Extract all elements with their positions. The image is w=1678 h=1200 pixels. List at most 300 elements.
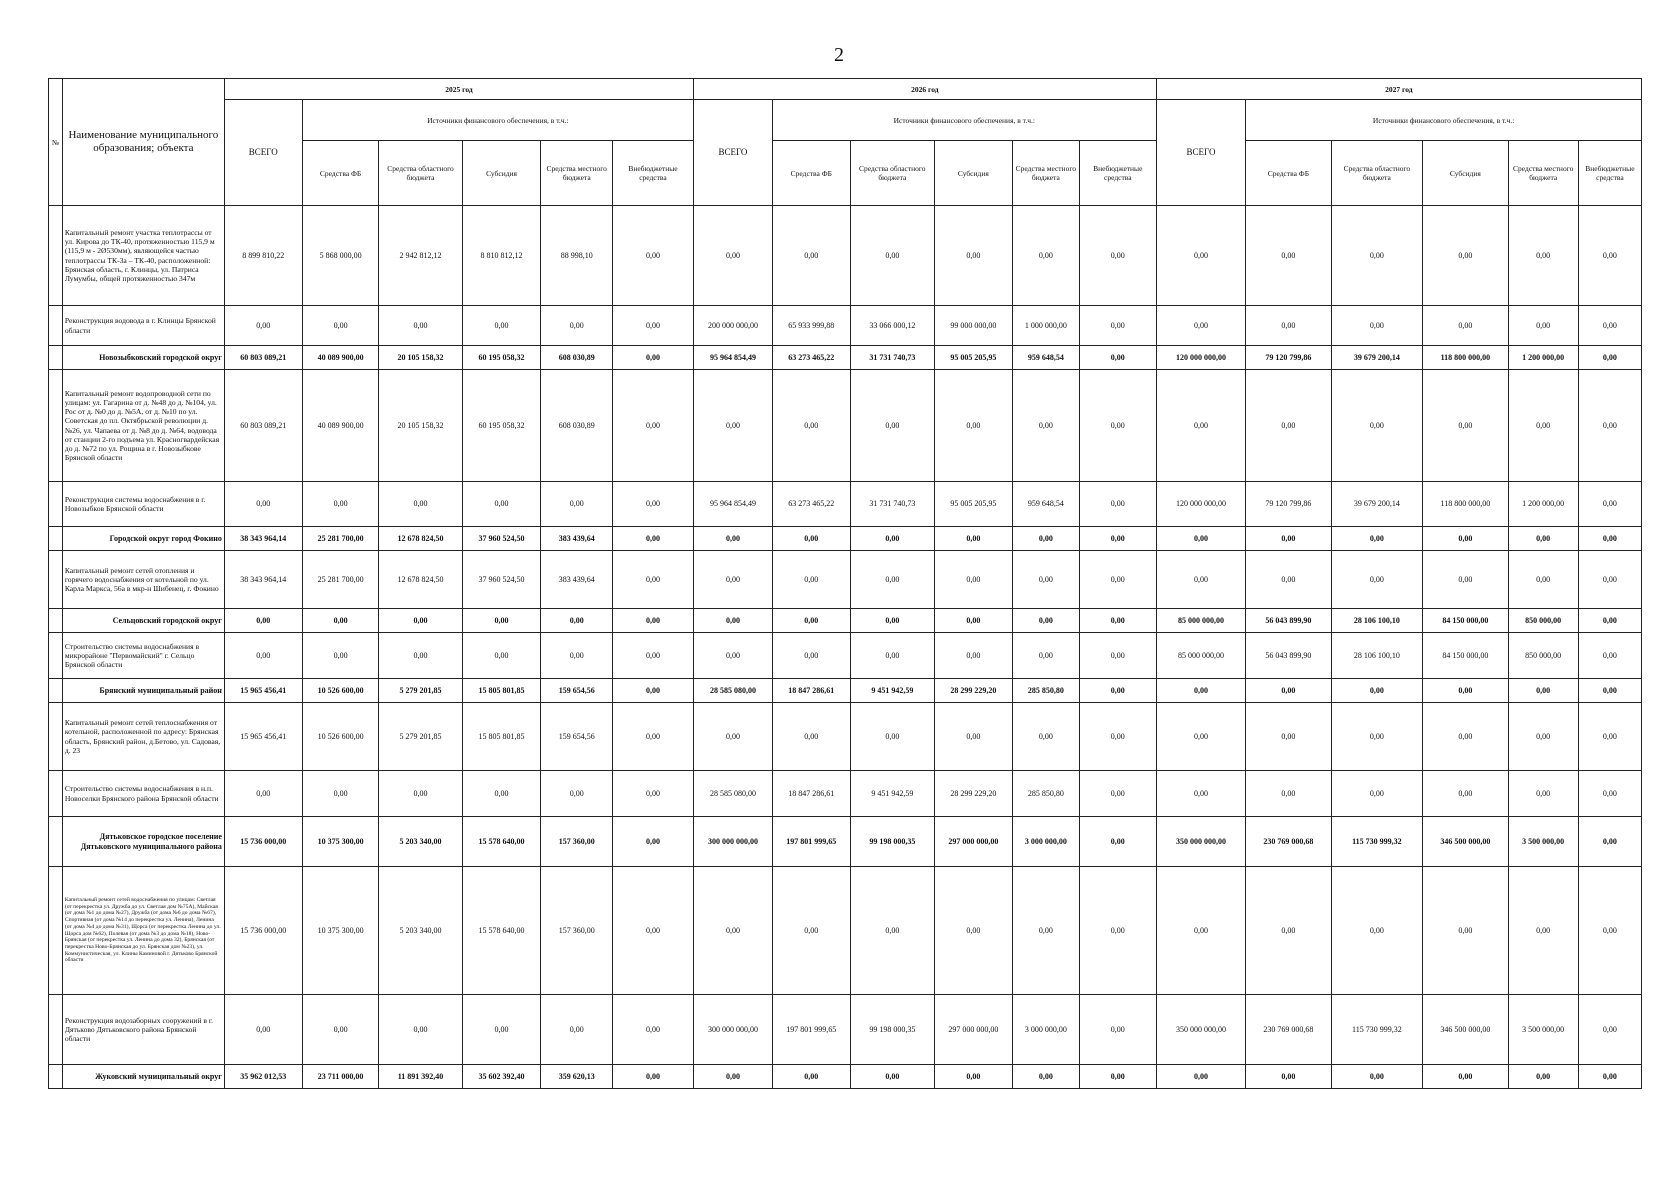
value-cell: 0,00 bbox=[612, 527, 693, 551]
value-cell: 0,00 bbox=[1012, 867, 1079, 995]
value-cell: 0,00 bbox=[1331, 679, 1423, 703]
value-cell: 0,00 bbox=[1508, 867, 1578, 995]
header-col-2-3: Субсидия bbox=[934, 141, 1012, 206]
value-cell: 959 648,54 bbox=[1012, 482, 1079, 527]
value-cell: 28 299 229,20 bbox=[934, 771, 1012, 817]
value-cell: 20 105 158,32 bbox=[379, 370, 462, 482]
value-cell: 0,00 bbox=[1246, 771, 1331, 817]
value-cell: 120 000 000,00 bbox=[1156, 482, 1246, 527]
value-cell: 0,00 bbox=[379, 609, 462, 633]
value-cell: 0,00 bbox=[1012, 370, 1079, 482]
value-cell: 56 043 899,90 bbox=[1246, 609, 1331, 633]
value-cell: 23 711 000,00 bbox=[302, 1065, 379, 1089]
value-cell: 350 000 000,00 bbox=[1156, 995, 1246, 1065]
header-total-2027: ВСЕГО bbox=[1156, 100, 1246, 206]
header-col-1-3: Субсидия bbox=[462, 141, 541, 206]
header-num: № bbox=[49, 79, 63, 206]
value-cell: 0,00 bbox=[612, 995, 693, 1065]
value-cell: 0,00 bbox=[772, 609, 850, 633]
value-cell: 0,00 bbox=[462, 306, 541, 346]
value-cell: 300 000 000,00 bbox=[694, 995, 773, 1065]
value-cell: 0,00 bbox=[1423, 306, 1508, 346]
value-cell: 2 942 812,12 bbox=[379, 206, 462, 306]
value-cell: 0,00 bbox=[772, 633, 850, 679]
value-cell: 8 810 812,12 bbox=[462, 206, 541, 306]
value-cell: 0,00 bbox=[1508, 206, 1578, 306]
value-cell: 99 198 000,35 bbox=[850, 817, 934, 867]
row-num-cell bbox=[49, 346, 63, 370]
value-cell: 359 620,13 bbox=[541, 1065, 612, 1089]
value-cell: 28 585 080,00 bbox=[694, 771, 773, 817]
value-cell: 15 736 000,00 bbox=[224, 867, 302, 995]
value-cell: 0,00 bbox=[1578, 206, 1641, 306]
value-cell: 31 731 740,73 bbox=[850, 482, 934, 527]
table-row bbox=[49, 482, 1642, 527]
value-cell: 35 962 012,53 bbox=[224, 1065, 302, 1089]
value-cell: 38 343 964,14 bbox=[224, 551, 302, 609]
value-cell: 0,00 bbox=[850, 867, 934, 995]
value-cell: 40 089 900,00 bbox=[302, 346, 379, 370]
value-cell: 10 375 300,00 bbox=[302, 867, 379, 995]
value-cell: 0,00 bbox=[1156, 867, 1246, 995]
value-cell: 84 150 000,00 bbox=[1423, 609, 1508, 633]
value-cell: 0,00 bbox=[1012, 633, 1079, 679]
value-cell: 0,00 bbox=[1423, 703, 1508, 771]
row-name-cell: Капитальный ремонт участка теплотрассы от ул. Кирова до ТК-40, протяженностью 115,9 м (115,9 м - 2Ø530мм), являющейся частью теплотрассы ТК-3а – ТК-40, расположенной: Брянская область, г. Клинцы, ул. Патриса Лумумбы, общей протяженностью 347м bbox=[62, 206, 224, 306]
value-cell: 0,00 bbox=[1578, 306, 1641, 346]
value-cell: 11 891 392,40 bbox=[379, 1065, 462, 1089]
row-name-cell: Новозыбковский городской округ bbox=[62, 346, 224, 370]
row-num-cell bbox=[49, 817, 63, 867]
header-col-1-1: Средства ФБ bbox=[302, 141, 379, 206]
value-cell: 0,00 bbox=[1156, 527, 1246, 551]
value-cell: 383 439,64 bbox=[541, 551, 612, 609]
value-cell: 0,00 bbox=[1079, 206, 1156, 306]
value-cell: 300 000 000,00 bbox=[694, 817, 773, 867]
value-cell: 39 679 200,14 bbox=[1331, 346, 1423, 370]
value-cell: 5 279 201,85 bbox=[379, 703, 462, 771]
value-cell: 0,00 bbox=[850, 703, 934, 771]
row-name-cell: Городской округ город Фокино bbox=[62, 527, 224, 551]
value-cell: 0,00 bbox=[1578, 703, 1641, 771]
value-cell: 0,00 bbox=[1508, 1065, 1578, 1089]
value-cell: 0,00 bbox=[462, 633, 541, 679]
header-col-2-4: Средства местного бюджета bbox=[1012, 141, 1079, 206]
summary-row bbox=[49, 817, 1642, 867]
value-cell: 0,00 bbox=[612, 346, 693, 370]
value-cell: 0,00 bbox=[1156, 551, 1246, 609]
row-num-cell bbox=[49, 370, 63, 482]
header-col-3-3: Субсидия bbox=[1423, 141, 1508, 206]
header-year-2026: 2026 год bbox=[694, 79, 1157, 100]
summary-row bbox=[49, 1065, 1642, 1089]
value-cell: 0,00 bbox=[379, 306, 462, 346]
value-cell: 0,00 bbox=[1423, 527, 1508, 551]
row-name-cell: Жуковский муниципальный округ bbox=[62, 1065, 224, 1089]
value-cell: 38 343 964,14 bbox=[224, 527, 302, 551]
row-name-cell: Капитальный ремонт водопроводной сети по улицам: ул. Гагарина от д. №48 до д. №104, ул. Рос от д. №0 до д. №5А, от д. №10 по ул. Советская до пл. Октябрьской революции д. №26, ул. Чапаева от д. №8 до д. №64, водовода от станции 2-го подъема ул. Красногвардейская до д. №72 по ул. Рощина в г. Новозыбкове Брянской области bbox=[62, 370, 224, 482]
value-cell: 88 998,10 bbox=[541, 206, 612, 306]
value-cell: 3 000 000,00 bbox=[1012, 995, 1079, 1065]
value-cell: 0,00 bbox=[1331, 1065, 1423, 1089]
value-cell: 0,00 bbox=[1423, 771, 1508, 817]
value-cell: 0,00 bbox=[694, 551, 773, 609]
value-cell: 15 965 456,41 bbox=[224, 703, 302, 771]
value-cell: 0,00 bbox=[1578, 633, 1641, 679]
value-cell: 15 578 640,00 bbox=[462, 867, 541, 995]
value-cell: 0,00 bbox=[772, 551, 850, 609]
row-num-cell bbox=[49, 1065, 63, 1089]
row-name-cell: Дятьковское городское поселение Дятьковского муниципального района bbox=[62, 817, 224, 867]
value-cell: 0,00 bbox=[1246, 679, 1331, 703]
value-cell: 0,00 bbox=[1508, 306, 1578, 346]
value-cell: 346 500 000,00 bbox=[1423, 995, 1508, 1065]
value-cell: 0,00 bbox=[1156, 1065, 1246, 1089]
value-cell: 0,00 bbox=[1246, 306, 1331, 346]
table-row bbox=[49, 633, 1642, 679]
value-cell: 0,00 bbox=[694, 370, 773, 482]
value-cell: 0,00 bbox=[1012, 703, 1079, 771]
value-cell: 0,00 bbox=[1331, 703, 1423, 771]
value-cell: 0,00 bbox=[379, 482, 462, 527]
value-cell: 0,00 bbox=[1246, 551, 1331, 609]
value-cell: 0,00 bbox=[612, 306, 693, 346]
value-cell: 28 299 229,20 bbox=[934, 679, 1012, 703]
value-cell: 0,00 bbox=[1156, 370, 1246, 482]
table-row bbox=[49, 771, 1642, 817]
value-cell: 95 005 205,95 bbox=[934, 482, 1012, 527]
value-cell: 0,00 bbox=[541, 995, 612, 1065]
value-cell: 0,00 bbox=[1578, 482, 1641, 527]
value-cell: 0,00 bbox=[1156, 771, 1246, 817]
summary-row bbox=[49, 346, 1642, 370]
header-sources-2027: Источники финансового обеспечения, в т.ч.: bbox=[1246, 100, 1642, 141]
value-cell: 346 500 000,00 bbox=[1423, 817, 1508, 867]
value-cell: 0,00 bbox=[772, 527, 850, 551]
value-cell: 0,00 bbox=[612, 551, 693, 609]
row-num-cell bbox=[49, 995, 63, 1065]
value-cell: 157 360,00 bbox=[541, 867, 612, 995]
row-name-cell: Брянский муниципальный район bbox=[62, 679, 224, 703]
row-num-cell bbox=[49, 527, 63, 551]
header-total-2025: ВСЕГО bbox=[224, 100, 302, 206]
value-cell: 0,00 bbox=[1246, 370, 1331, 482]
value-cell: 9 451 942,59 bbox=[850, 679, 934, 703]
header-total-2026: ВСЕГО bbox=[694, 100, 773, 206]
value-cell: 0,00 bbox=[1578, 609, 1641, 633]
value-cell: 0,00 bbox=[1012, 1065, 1079, 1089]
value-cell: 0,00 bbox=[850, 206, 934, 306]
value-cell: 0,00 bbox=[224, 633, 302, 679]
page-number: 2 bbox=[834, 44, 844, 66]
value-cell: 850 000,00 bbox=[1508, 609, 1578, 633]
value-cell: 25 281 700,00 bbox=[302, 527, 379, 551]
value-cell: 0,00 bbox=[612, 1065, 693, 1089]
value-cell: 0,00 bbox=[1578, 679, 1641, 703]
value-cell: 56 043 899,90 bbox=[1246, 633, 1331, 679]
value-cell: 0,00 bbox=[1578, 817, 1641, 867]
value-cell: 0,00 bbox=[612, 867, 693, 995]
value-cell: 0,00 bbox=[1012, 206, 1079, 306]
value-cell: 0,00 bbox=[1079, 1065, 1156, 1089]
value-cell: 0,00 bbox=[934, 633, 1012, 679]
value-cell: 0,00 bbox=[934, 703, 1012, 771]
row-num-cell bbox=[49, 679, 63, 703]
value-cell: 0,00 bbox=[1079, 679, 1156, 703]
value-cell: 0,00 bbox=[1508, 370, 1578, 482]
header-col-3-2: Средства областного бюджета bbox=[1331, 141, 1423, 206]
value-cell: 15 805 801,85 bbox=[462, 679, 541, 703]
value-cell: 0,00 bbox=[302, 771, 379, 817]
value-cell: 0,00 bbox=[1079, 771, 1156, 817]
value-cell: 230 769 000,68 bbox=[1246, 995, 1331, 1065]
value-cell: 0,00 bbox=[612, 482, 693, 527]
value-cell: 5 203 340,00 bbox=[379, 817, 462, 867]
value-cell: 230 769 000,68 bbox=[1246, 817, 1331, 867]
row-name-cell: Строительство системы водоснабжения в микрорайоне "Первомайский" г. Сельцо Брянской области bbox=[62, 633, 224, 679]
value-cell: 3 500 000,00 bbox=[1508, 817, 1578, 867]
value-cell: 99 000 000,00 bbox=[934, 306, 1012, 346]
value-cell: 0,00 bbox=[541, 482, 612, 527]
value-cell: 0,00 bbox=[1578, 370, 1641, 482]
value-cell: 85 000 000,00 bbox=[1156, 609, 1246, 633]
value-cell: 0,00 bbox=[1508, 551, 1578, 609]
value-cell: 285 850,80 bbox=[1012, 679, 1079, 703]
value-cell: 1 000 000,00 bbox=[1012, 306, 1079, 346]
value-cell: 0,00 bbox=[1508, 703, 1578, 771]
value-cell: 0,00 bbox=[1331, 370, 1423, 482]
value-cell: 0,00 bbox=[612, 703, 693, 771]
value-cell: 0,00 bbox=[1079, 482, 1156, 527]
header-col-2-1: Средства ФБ bbox=[772, 141, 850, 206]
value-cell: 5 868 000,00 bbox=[302, 206, 379, 306]
value-cell: 31 731 740,73 bbox=[850, 346, 934, 370]
value-cell: 0,00 bbox=[1423, 370, 1508, 482]
value-cell: 0,00 bbox=[302, 633, 379, 679]
value-cell: 0,00 bbox=[612, 609, 693, 633]
value-cell: 95 964 854,49 bbox=[694, 346, 773, 370]
summary-row bbox=[49, 609, 1642, 633]
value-cell: 18 847 286,61 bbox=[772, 771, 850, 817]
row-num-cell bbox=[49, 703, 63, 771]
value-cell: 197 801 999,65 bbox=[772, 995, 850, 1065]
value-cell: 0,00 bbox=[1079, 995, 1156, 1065]
value-cell: 0,00 bbox=[1246, 867, 1331, 995]
value-cell: 297 000 000,00 bbox=[934, 817, 1012, 867]
header-col-1-4: Средства местного бюджета bbox=[541, 141, 612, 206]
header-col-2-2: Средства областного бюджета bbox=[850, 141, 934, 206]
row-name-cell: Реконструкция водозаборных сооружений в г. Дятьково Дятьковского района Брянской области bbox=[62, 995, 224, 1065]
value-cell: 0,00 bbox=[772, 867, 850, 995]
value-cell: 0,00 bbox=[462, 771, 541, 817]
value-cell: 8 899 810,22 bbox=[224, 206, 302, 306]
value-cell: 0,00 bbox=[224, 995, 302, 1065]
value-cell: 0,00 bbox=[694, 206, 773, 306]
value-cell: 0,00 bbox=[1156, 306, 1246, 346]
header-year-2027: 2027 год bbox=[1156, 79, 1641, 100]
value-cell: 84 150 000,00 bbox=[1423, 633, 1508, 679]
table-row bbox=[49, 306, 1642, 346]
value-cell: 0,00 bbox=[1578, 867, 1641, 995]
value-cell: 33 066 000,12 bbox=[850, 306, 934, 346]
value-cell: 159 654,56 bbox=[541, 679, 612, 703]
value-cell: 0,00 bbox=[1578, 771, 1641, 817]
value-cell: 0,00 bbox=[1578, 995, 1641, 1065]
value-cell: 0,00 bbox=[1331, 551, 1423, 609]
row-name-cell: Реконструкция водовода в г. Клинцы Брянской области bbox=[62, 306, 224, 346]
value-cell: 197 801 999,65 bbox=[772, 817, 850, 867]
value-cell: 0,00 bbox=[1012, 527, 1079, 551]
value-cell: 39 679 200,14 bbox=[1331, 482, 1423, 527]
value-cell: 5 203 340,00 bbox=[379, 867, 462, 995]
value-cell: 0,00 bbox=[1331, 527, 1423, 551]
value-cell: 0,00 bbox=[1331, 206, 1423, 306]
value-cell: 157 360,00 bbox=[541, 817, 612, 867]
row-num-cell bbox=[49, 771, 63, 817]
header-name: Наименование муниципального образования; объекта bbox=[62, 79, 224, 206]
value-cell: 63 273 465,22 bbox=[772, 346, 850, 370]
value-cell: 0,00 bbox=[462, 609, 541, 633]
value-cell: 15 578 640,00 bbox=[462, 817, 541, 867]
value-cell: 60 195 058,32 bbox=[462, 346, 541, 370]
value-cell: 18 847 286,61 bbox=[772, 679, 850, 703]
row-num-cell bbox=[49, 609, 63, 633]
value-cell: 0,00 bbox=[772, 703, 850, 771]
row-num-cell bbox=[49, 633, 63, 679]
value-cell: 0,00 bbox=[1331, 306, 1423, 346]
value-cell: 0,00 bbox=[1079, 551, 1156, 609]
value-cell: 0,00 bbox=[934, 867, 1012, 995]
value-cell: 79 120 799,86 bbox=[1246, 346, 1331, 370]
value-cell: 0,00 bbox=[772, 370, 850, 482]
value-cell: 0,00 bbox=[302, 995, 379, 1065]
value-cell: 99 198 000,35 bbox=[850, 995, 934, 1065]
value-cell: 159 654,56 bbox=[541, 703, 612, 771]
value-cell: 3 000 000,00 bbox=[1012, 817, 1079, 867]
value-cell: 37 960 524,50 bbox=[462, 527, 541, 551]
value-cell: 37 960 524,50 bbox=[462, 551, 541, 609]
value-cell: 0,00 bbox=[1012, 609, 1079, 633]
value-cell: 0,00 bbox=[694, 633, 773, 679]
value-cell: 0,00 bbox=[1079, 527, 1156, 551]
value-cell: 0,00 bbox=[1246, 206, 1331, 306]
value-cell: 0,00 bbox=[224, 609, 302, 633]
value-cell: 79 120 799,86 bbox=[1246, 482, 1331, 527]
value-cell: 285 850,80 bbox=[1012, 771, 1079, 817]
value-cell: 25 281 700,00 bbox=[302, 551, 379, 609]
value-cell: 60 803 089,21 bbox=[224, 346, 302, 370]
funding-table bbox=[48, 78, 1642, 1089]
value-cell: 95 005 205,95 bbox=[934, 346, 1012, 370]
value-cell: 0,00 bbox=[850, 609, 934, 633]
value-cell: 0,00 bbox=[850, 551, 934, 609]
row-name-cell: Сельцовский городской округ bbox=[62, 609, 224, 633]
value-cell: 0,00 bbox=[541, 633, 612, 679]
value-cell: 0,00 bbox=[541, 771, 612, 817]
value-cell: 0,00 bbox=[379, 995, 462, 1065]
table-row bbox=[49, 206, 1642, 306]
value-cell: 60 803 089,21 bbox=[224, 370, 302, 482]
summary-row bbox=[49, 527, 1642, 551]
value-cell: 0,00 bbox=[1578, 527, 1641, 551]
value-cell: 0,00 bbox=[694, 867, 773, 995]
value-cell: 0,00 bbox=[224, 306, 302, 346]
value-cell: 0,00 bbox=[934, 206, 1012, 306]
value-cell: 28 106 100,10 bbox=[1331, 633, 1423, 679]
value-cell: 10 375 300,00 bbox=[302, 817, 379, 867]
value-cell: 0,00 bbox=[1423, 679, 1508, 703]
value-cell: 12 678 824,50 bbox=[379, 527, 462, 551]
value-cell: 0,00 bbox=[1079, 346, 1156, 370]
value-cell: 9 451 942,59 bbox=[850, 771, 934, 817]
value-cell: 0,00 bbox=[1156, 679, 1246, 703]
value-cell: 200 000 000,00 bbox=[694, 306, 773, 346]
value-cell: 0,00 bbox=[1508, 679, 1578, 703]
value-cell: 15 965 456,41 bbox=[224, 679, 302, 703]
value-cell: 95 964 854,49 bbox=[694, 482, 773, 527]
value-cell: 118 800 000,00 bbox=[1423, 346, 1508, 370]
value-cell: 0,00 bbox=[379, 771, 462, 817]
row-num-cell bbox=[49, 306, 63, 346]
value-cell: 0,00 bbox=[1079, 817, 1156, 867]
value-cell: 297 000 000,00 bbox=[934, 995, 1012, 1065]
value-cell: 85 000 000,00 bbox=[1156, 633, 1246, 679]
row-name-cell: Капитальный ремонт сетей отопления и горячего водоснабжения от котельной по ул. Карла Маркса, 56а в мкр-н Шибенец, г. Фокино bbox=[62, 551, 224, 609]
value-cell: 0,00 bbox=[1079, 306, 1156, 346]
value-cell: 0,00 bbox=[1079, 633, 1156, 679]
value-cell: 0,00 bbox=[224, 771, 302, 817]
value-cell: 0,00 bbox=[694, 703, 773, 771]
value-cell: 0,00 bbox=[1423, 551, 1508, 609]
value-cell: 0,00 bbox=[1578, 346, 1641, 370]
value-cell: 0,00 bbox=[850, 527, 934, 551]
value-cell: 0,00 bbox=[612, 771, 693, 817]
table-body bbox=[49, 206, 1642, 1089]
value-cell: 0,00 bbox=[541, 306, 612, 346]
value-cell: 0,00 bbox=[850, 1065, 934, 1089]
value-cell: 65 933 999,88 bbox=[772, 306, 850, 346]
header-col-3-5: Внебюджетные средства bbox=[1578, 141, 1641, 206]
value-cell: 0,00 bbox=[1508, 771, 1578, 817]
row-name-cell: Капитальный ремонт сетей теплоснабжения от котельной, расположенной по адресу: Брянская область, Брянский район, д.Бетово, ул. Садовая, д. 23 bbox=[62, 703, 224, 771]
value-cell: 1 200 000,00 bbox=[1508, 482, 1578, 527]
value-cell: 0,00 bbox=[1246, 527, 1331, 551]
value-cell: 28 585 080,00 bbox=[694, 679, 773, 703]
value-cell: 0,00 bbox=[224, 482, 302, 527]
value-cell: 608 030,89 bbox=[541, 346, 612, 370]
value-cell: 0,00 bbox=[1079, 609, 1156, 633]
value-cell: 120 000 000,00 bbox=[1156, 346, 1246, 370]
value-cell: 0,00 bbox=[934, 551, 1012, 609]
row-name-cell: Капитальный ремонт сетей водоснабжения по улицам: Светлая (от перекрестка ул. Дружба до ул. Светлая дом №75А), Майская (от дома №1 до дома №27), Дружба (от дома №6 до дома №67), Спортивная (от дома №14 до перекрестка ул. Ленина), Ленина (от дома №4 до дома №31), Щорса (от перекрестка Ленина до ул. Щорса дом №62), Полевая (от дома №3 до дома №18), Ново-Брянская (от перекрестка ул. Ленина до дома 32), Брянская (от перекрестка Ново-Брянская до ул. Брянская дом №23), ул. Коммунистическая, ул. Клины Каминовой г. Дятьково Брянской области bbox=[62, 867, 224, 995]
row-num-cell bbox=[49, 867, 63, 995]
row-name-cell: Строительство системы водоснабжения в н.п. Новоселки Брянского района Брянской области bbox=[62, 771, 224, 817]
value-cell: 0,00 bbox=[462, 482, 541, 527]
value-cell: 40 089 900,00 bbox=[302, 370, 379, 482]
header-col-1-2: Средства областного бюджета bbox=[379, 141, 462, 206]
value-cell: 10 526 600,00 bbox=[302, 679, 379, 703]
row-num-cell bbox=[49, 206, 63, 306]
value-cell: 0,00 bbox=[850, 633, 934, 679]
header-col-3-1: Средства ФБ bbox=[1246, 141, 1331, 206]
row-num-cell bbox=[49, 482, 63, 527]
value-cell: 0,00 bbox=[934, 370, 1012, 482]
value-cell: 0,00 bbox=[772, 206, 850, 306]
value-cell: 383 439,64 bbox=[541, 527, 612, 551]
value-cell: 0,00 bbox=[612, 633, 693, 679]
value-cell: 0,00 bbox=[1331, 867, 1423, 995]
value-cell: 0,00 bbox=[694, 1065, 773, 1089]
